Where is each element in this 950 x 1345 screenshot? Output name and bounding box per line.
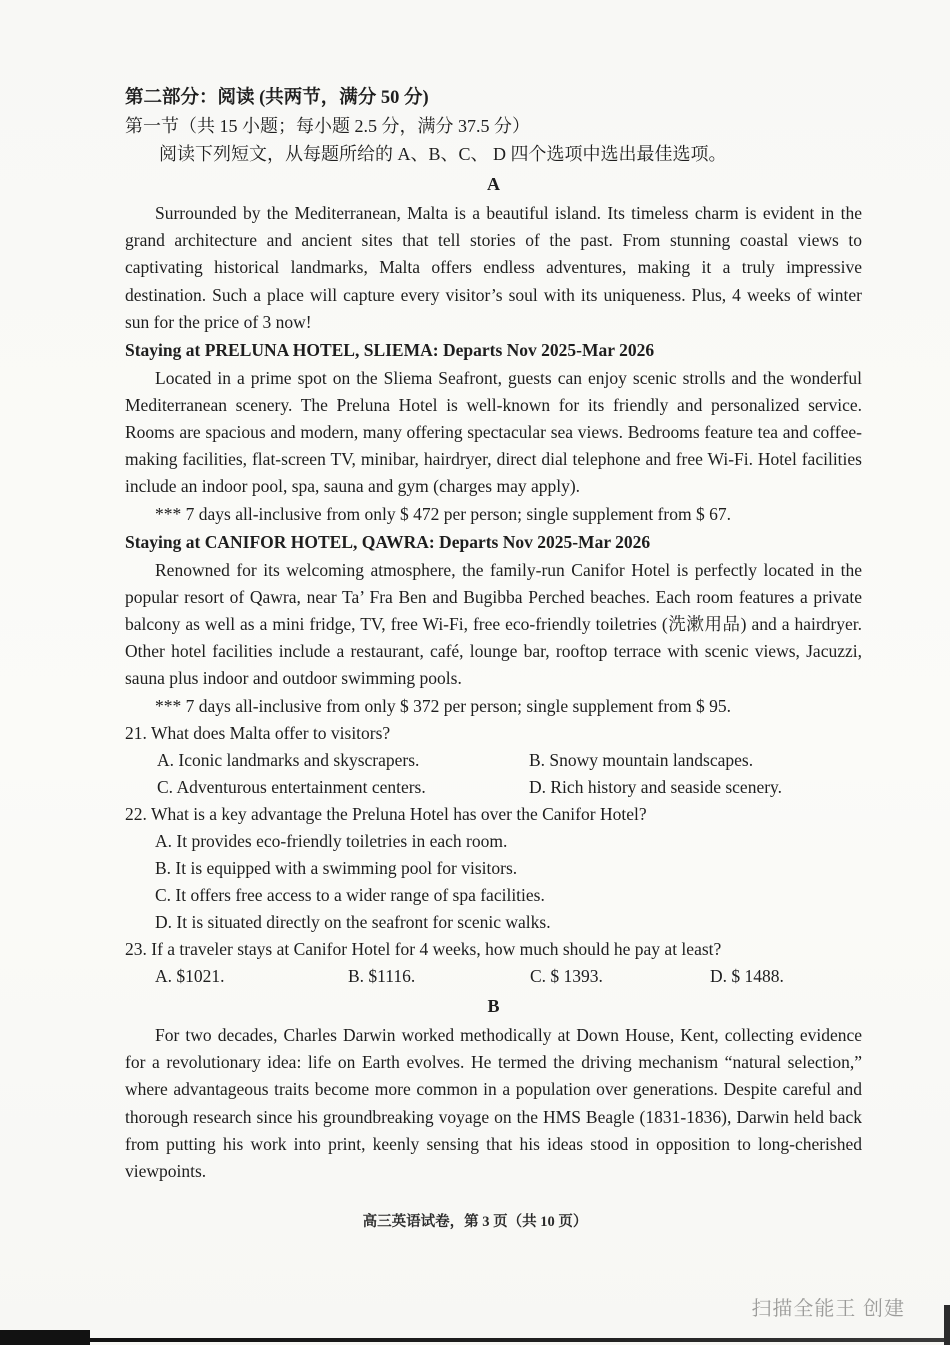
- scan-edge-artifact: [88, 1338, 950, 1342]
- scan-corner-artifact: [0, 1330, 90, 1345]
- option-21-d: D. Rich history and seaside scenery.: [529, 777, 783, 798]
- passage-b-label: B: [487, 996, 500, 1017]
- question-22-text: [125, 801, 862, 828]
- page-content: [125, 84, 862, 1185]
- question-21-number: 21.: [125, 723, 147, 744]
- passage-a-intro: Surrounded by the Mediterranean, Malta is a beautiful island. Its timeless charm is evident in the grand architecture and ancient sites that tell stories of the past. From stunning coastal views to captivating historical landmarks, Malta offers endless adventures, making it a truly impressive destination. Such a place will capture every visitor’s soul with its uniqueness. Plus, 4 weeks of winter sun for the price of 3 now!: [125, 203, 862, 332]
- hotel-preluna-body: Located in a prime spot on the Sliema Seafront, guests can enjoy scenic strolls and the wonderful Mediterranean scenery. The Preluna Hotel is well-known for its friendly and personalized service. Rooms are spacious and modern, many offering spectacular sea views. Bedrooms feature tea and coffee-making facilities, flat-screen TV, minibar, hairdryer, direct dial telephone and free Wi-Fi. Hotel facilities include an indoor pool, spa, sauna and gym (charges may apply).: [125, 367, 862, 497]
- question-22-number: 22.: [125, 804, 147, 825]
- question-21: [125, 720, 862, 801]
- question-21-stem: What does Malta offer to visitors?: [150, 723, 391, 744]
- option-23-c: C. $ 1393.: [530, 966, 603, 987]
- option-22-a: A. It provides eco-friendly toiletries in each room.: [155, 831, 508, 852]
- hotel-canifor-heading: Staying at CANIFOR HOTEL, QAWRA: Departs Nov 2025-Mar 2026: [125, 532, 651, 553]
- passage-a-label: A: [487, 174, 500, 194]
- option-22-c: C. It offers free access to a wider range of spa facilities.: [155, 885, 545, 906]
- option-21-c: C. Adventurous entertainment centers.: [157, 777, 426, 798]
- question-23-number: 23.: [125, 939, 147, 960]
- hotel-preluna-price: *** 7 days all-inclusive from only $ 472 per person; single supplement from $ 67.: [155, 503, 731, 524]
- section-title: 第二部分：阅读 (共两节，满分 50 分): [125, 88, 429, 108]
- page-footer: 高三英语试卷，第 3 页（共 10 页）: [362, 1214, 588, 1230]
- question-22: [125, 801, 862, 936]
- option-23-a: A. $1021.: [155, 966, 225, 987]
- option-23-b: B. $1116.: [348, 966, 416, 987]
- hotel-preluna-heading: Staying at PRELUNA HOTEL, SLIEMA: Departs Nov 2025-Mar 2026: [125, 340, 655, 361]
- option-23-d: D. $ 1488.: [710, 966, 784, 987]
- option-22-d: D. It is situated directly on the seafront for scenic walks.: [155, 912, 551, 933]
- question-22-options: [125, 828, 862, 936]
- hotel-canifor-body: Renowned for its welcoming atmosphere, the family-run Canifor Hotel is perfectly located in the popular resort of Qawra, near Ta’ Fra Ben and Bugibba Perched beaches. Each room features a private balcony as well as a mini fridge, TV, free Wi-Fi, free eco-friendly toiletries (洗漱用品) and a hairdryer. Other hotel facilities include a restaurant, café, lounge bar, rooftop terrace with scenic views, Jacuzzi, sauna plus indoor and outdoor swimming pools.: [125, 559, 862, 689]
- question-23-options: [125, 963, 862, 990]
- option-22-b: B. It is equipped with a swimming pool for visitors.: [155, 858, 518, 879]
- scan-right-edge-artifact: [944, 1305, 950, 1345]
- passage-b-text: For two decades, Charles Darwin worked methodically at Down House, Kent, collecting evidence for a revolutionary idea: life on Earth evolves. He termed the driving mechanism “natural selection,” where advantageous traits become more common in a population over generations. Despite careful and thorough research since his groundbreaking voyage on the HMS Beagle (1831-1836), Darwin held back from putting his work into print, keenly sensing that his ideas stood in opposition to long-cherished viewpoints.: [125, 1025, 862, 1182]
- question-22-stem: What is a key advantage the Preluna Hotel has over the Canifor Hotel?: [150, 804, 647, 825]
- question-21-options: [125, 747, 862, 801]
- option-21-b: B. Snowy mountain landscapes.: [529, 750, 754, 771]
- scanner-watermark: 扫描全能王 创建: [751, 1298, 905, 1320]
- subsection-title: 第一节（共 15 小题；每小题 2.5 分，满分 37.5 分）: [125, 116, 530, 136]
- hotel-canifor-price: *** 7 days all-inclusive from only $ 372 per person; single supplement from $ 95.: [155, 695, 731, 716]
- question-23-text: [125, 936, 862, 963]
- question-21-text: [125, 720, 862, 747]
- reading-instructions: 阅读下列短文，从每题所给的 A、B、C、 D 四个选项中选出最佳选项。: [159, 144, 727, 164]
- question-23: [125, 936, 862, 990]
- question-23-stem: If a traveler stays at Canifor Hotel for 4 weeks, how much should he pay at least?: [151, 939, 722, 960]
- option-21-a: A. Iconic landmarks and skyscrapers.: [157, 750, 420, 771]
